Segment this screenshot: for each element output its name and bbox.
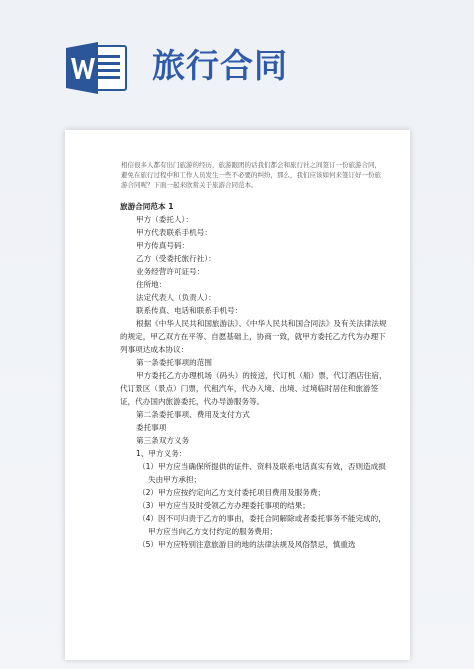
word-document-icon: [66, 42, 128, 94]
field-line: 业务经营许可证号：: [136, 267, 205, 276]
clause-heading: 第一条委托事项的范围: [136, 358, 212, 367]
clause-heading: 1、甲方义务：: [136, 449, 187, 458]
field-line: 甲方代表联系手机号：: [136, 228, 212, 237]
document-page: [65, 130, 410, 660]
clause-heading: 第二条委托事项、费用及支付方式: [136, 410, 250, 419]
field-line: 乙方（受委托旅行社）：: [136, 254, 216, 263]
field-line: 法定代表人（负责人）：: [136, 293, 216, 302]
page-title: 旅行合同: [152, 46, 288, 85]
field-line: 联系传真、电话和联系手机号：: [136, 306, 243, 315]
field-line: 甲方（委托人）：: [136, 215, 193, 224]
clause-heading: 第三条双方义务: [136, 436, 190, 445]
field-line: 住所地：: [136, 280, 167, 289]
contract-body: [120, 200, 388, 551]
field-line: 甲方传真号码：: [136, 241, 190, 250]
section-title: 旅游合同范本 1: [120, 202, 174, 211]
body-paragraph: 甲方委托乙方办理机场（码头）的接送，代订机（船）票，代订酒店住宿，代订景区（景点）门票，代租汽车，代办入境、出境、过境临时居住和旅游签证，代办国内旅游委托，代办导游服务等。: [120, 371, 387, 406]
list-item: （5）甲方应特别注意旅游目的地的法律法规及风俗禁忌，慎重选: [138, 540, 356, 549]
body-paragraph: 根据《中华人民共和国旅游法》、《中华人民共和国合同法》及有关法律法规的规定，甲乙双方在平等、自愿基础上，协商一致，就甲方委托乙方代为办理下列事项达成本协议：: [120, 319, 387, 354]
list-item: （4）因不可归责于乙方的事由，委托合同解除或者委托事务不能完成的，甲方应当向乙方支付约定的服务费用；: [138, 514, 386, 536]
intro-paragraph: 相信很多人都有出门旅游的经历，旅游跟团的话我们都会和旅行社之间签订一份旅游合同，避免在旅行过程中和工作人员发生一些不必要的纠纷，那么，我们应该如何来签订好一份旅游合同呢？下面一起来欣赏关于旅游合同范本。: [121, 161, 381, 189]
clause-heading: 委托事项: [136, 423, 167, 432]
list-item: （3）甲方应当及时受领乙方办理委托事项的结果；: [138, 501, 310, 510]
list-item: （1）甲方应当确保所提供的证件、资料及联系电话真实有效，否则造成损失由甲方承担；: [138, 462, 386, 484]
list-item: （2）甲方应按约定向乙方支付委托项目费用及服务费；: [138, 488, 326, 497]
header-banner: [0, 0, 474, 112]
